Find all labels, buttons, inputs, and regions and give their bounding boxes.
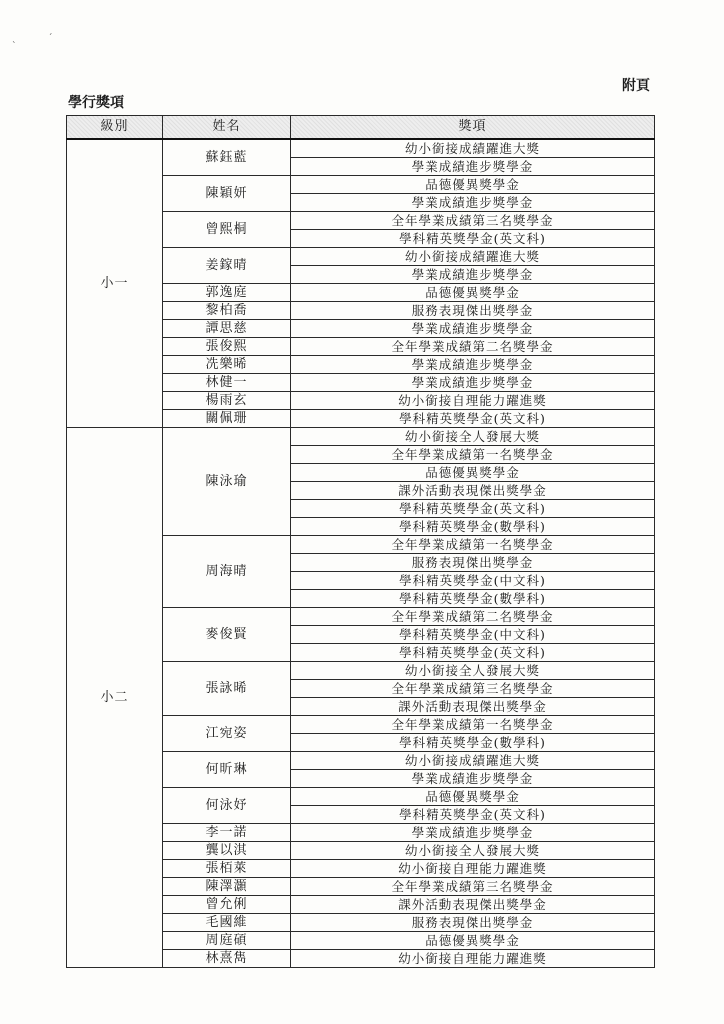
award-cell: 學科精英獎學金(英文科) [291,410,655,428]
award-cell: 幼小銜接全人發展大獎 [291,428,655,446]
award-cell: 服務表現傑出獎學金 [291,554,655,572]
award-cell: 學業成績進步獎學金 [291,824,655,842]
award-cell: 幼小銜接自理能力躍進獎 [291,950,655,968]
student-name-cell: 周庭碩 [163,932,291,950]
student-name-cell: 曾允俐 [163,896,291,914]
student-name-cell: 楊雨玄 [163,392,291,410]
student-name-cell: 關佩珊 [163,410,291,428]
award-cell: 品德優異獎學金 [291,284,655,302]
award-cell: 品德優異獎學金 [291,788,655,806]
award-cell: 服務表現傑出獎學金 [291,914,655,932]
award-cell: 幼小銜接全人發展大獎 [291,662,655,680]
award-cell: 課外活動表現傑出獎學金 [291,698,655,716]
page-label: 附頁 [622,78,650,94]
award-cell: 品德優異獎學金 [291,176,655,194]
scan-speck: ˋ [12,42,17,52]
student-name-cell: 何泳妤 [163,788,291,824]
student-name-cell: 陳泳瑜 [163,428,291,536]
scan-speck: ˊ [48,34,53,44]
table-header [67,116,655,140]
level-cell: 小一 [67,139,163,428]
student-name-cell: 張俊熙 [163,338,291,356]
student-name-cell: 毛國維 [163,914,291,932]
column-header-award: 獎項 [291,116,655,140]
award-cell: 學科精英獎學金(中文科) [291,626,655,644]
award-cell: 學科精英獎學金(數學科) [291,518,655,536]
award-cell: 學業成績進步獎學金 [291,320,655,338]
student-name-cell: 曾熙桐 [163,212,291,248]
award-cell: 學業成績進步獎學金 [291,158,655,176]
award-cell: 全年學業成績第三名獎學金 [291,680,655,698]
student-name-cell: 冼樂晞 [163,356,291,374]
column-header-name: 姓名 [163,116,291,140]
award-cell: 全年學業成績第三名獎學金 [291,212,655,230]
table-row [67,428,655,446]
award-cell: 學科精英獎學金(英文科) [291,500,655,518]
award-cell: 學科精英獎學金(數學科) [291,734,655,752]
award-cell: 課外活動表現傑出獎學金 [291,896,655,914]
award-cell: 幼小銜接自理能力躍進獎 [291,860,655,878]
student-name-cell: 譚思慈 [163,320,291,338]
award-cell: 學科精英獎學金(英文科) [291,644,655,662]
award-cell: 學科精英獎學金(英文科) [291,806,655,824]
award-cell: 服務表現傑出獎學金 [291,302,655,320]
student-name-cell: 李一諾 [163,824,291,842]
section-title: 學行獎項 [68,95,124,111]
student-name-cell: 龔以淇 [163,842,291,860]
level-cell: 小二 [67,428,163,968]
award-cell: 全年學業成績第二名獎學金 [291,608,655,626]
award-cell: 學科精英獎學金(中文科) [291,572,655,590]
student-name-cell: 麥俊賢 [163,608,291,662]
award-cell: 學業成績進步獎學金 [291,194,655,212]
student-name-cell: 林熹雋 [163,950,291,968]
award-cell: 學業成績進步獎學金 [291,266,655,284]
table-body [67,139,655,968]
student-name-cell: 陳澤灝 [163,878,291,896]
award-cell: 全年學業成績第一名獎學金 [291,536,655,554]
award-cell: 學業成績進步獎學金 [291,356,655,374]
student-name-cell: 郭逸庭 [163,284,291,302]
student-name-cell: 何昕琳 [163,752,291,788]
header-row [67,116,655,140]
award-cell: 品德優異獎學金 [291,464,655,482]
award-cell: 學業成績進步獎學金 [291,374,655,392]
award-cell: 幼小銜接成績躍進大獎 [291,752,655,770]
student-name-cell: 陳穎妍 [163,176,291,212]
table-row [67,139,655,158]
award-cell: 幼小銜接成績躍進大獎 [291,139,655,158]
award-cell: 幼小銜接自理能力躍進獎 [291,392,655,410]
award-cell: 全年學業成績第二名獎學金 [291,338,655,356]
student-name-cell: 黎柏喬 [163,302,291,320]
student-name-cell: 周海晴 [163,536,291,608]
student-name-cell: 張詠晞 [163,662,291,716]
award-cell: 全年學業成績第一名獎學金 [291,716,655,734]
student-name-cell: 姜鎵晴 [163,248,291,284]
award-cell: 品德優異獎學金 [291,932,655,950]
student-name-cell: 江宛姿 [163,716,291,752]
student-name-cell: 蘇鈺藍 [163,139,291,176]
award-cell: 課外活動表現傑出獎學金 [291,482,655,500]
student-name-cell: 張栢萊 [163,860,291,878]
awards-table [66,115,655,968]
award-cell: 學科精英獎學金(數學科) [291,590,655,608]
column-header-level: 級別 [67,116,163,140]
award-cell: 學科精英獎學金(英文科) [291,230,655,248]
award-cell: 幼小銜接全人發展大獎 [291,842,655,860]
award-cell: 全年學業成績第三名獎學金 [291,878,655,896]
student-name-cell: 林健一 [163,374,291,392]
award-cell: 學業成績進步獎學金 [291,770,655,788]
award-cell: 幼小銜接成績躍進大獎 [291,248,655,266]
award-cell: 全年學業成績第一名獎學金 [291,446,655,464]
